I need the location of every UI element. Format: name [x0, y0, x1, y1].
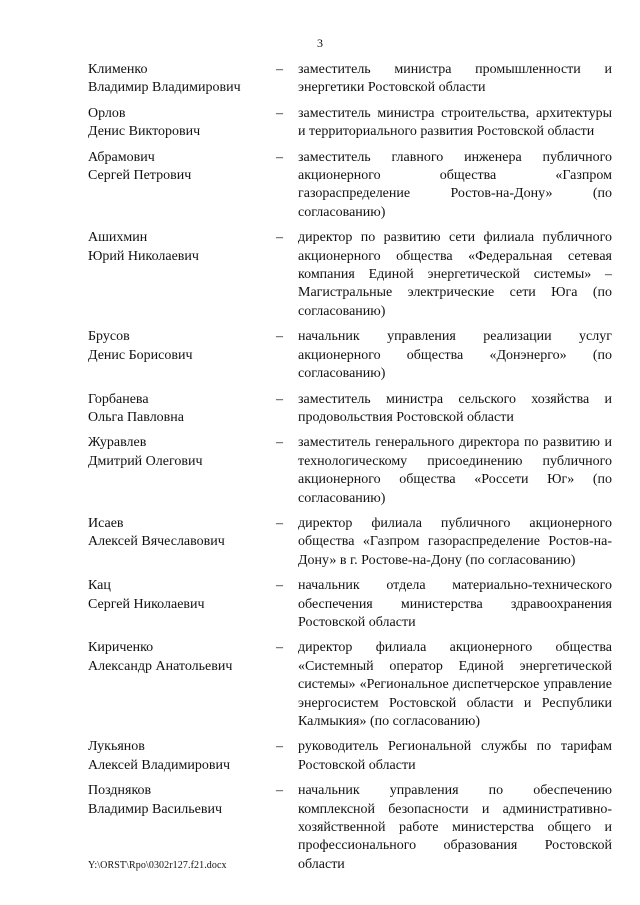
dash-separator: –	[276, 515, 283, 531]
member-entry	[88, 61, 612, 98]
dash-separator: –	[276, 230, 283, 246]
member-position: заместитель главного инженера публичного акционерного общества «Газпром газораспределение Ростов-на-Дону» (по согласованию)	[298, 149, 612, 220]
member-position: заместитель министра промышленности и энергетики Ростовской области	[298, 62, 612, 96]
member-first-name: Юрий Николаевич	[88, 248, 199, 264]
member-last-name: Абрамович	[88, 149, 155, 165]
member-first-name: Сергей Петрович	[88, 168, 192, 184]
member-last-name: Исаев	[88, 515, 124, 531]
dash-separator: –	[276, 640, 283, 656]
member-position: начальник управления по обеспечению комплексной безопасности и административно-хозяйственной работе министерства общего и профессионального образования Ростовской области	[298, 783, 612, 872]
member-entry	[88, 639, 612, 731]
member-name	[88, 328, 276, 383]
member-position: директор филиала акционерного общества «Системный оператор Единой энергетической системы» «Региональное диспетчерское управление энергосистем Ростовской области и Республики Калмыкия» (по согласованию)	[298, 640, 612, 729]
page-number: 3	[317, 36, 323, 50]
dash-separator: –	[276, 578, 283, 594]
member-entry	[88, 229, 612, 321]
member-name	[88, 738, 276, 775]
member-name	[88, 391, 276, 428]
member-last-name: Клименко	[88, 62, 148, 77]
member-entry	[88, 515, 612, 570]
member-name	[88, 639, 276, 731]
member-name	[88, 61, 276, 98]
member-entry	[88, 738, 612, 775]
member-position: директор филиала публичного акционерного общества «Газпром газораспределение Ростов-на-Дону» в г. Ростове-на-Дону (по согласованию)	[298, 515, 612, 568]
member-first-name: Ольга Павловна	[88, 409, 184, 425]
member-name	[88, 229, 276, 321]
member-first-name: Сергей Николаевич	[88, 596, 205, 612]
member-position: начальник управления реализации услуг акционерного общества «Донэнерго» (по согласованию)	[298, 329, 612, 382]
member-first-name: Владимир Васильевич	[88, 801, 222, 817]
member-entry	[88, 434, 612, 508]
dash-separator: –	[276, 149, 283, 165]
member-entry	[88, 149, 612, 223]
dash-separator: –	[276, 435, 283, 451]
member-position: заместитель генерального директора по развитию и технологическому присоединению публичного акционерного общества «Россети Юг» (по согласованию)	[298, 435, 612, 506]
dash-separator: –	[276, 391, 283, 407]
member-position: директор по развитию сети филиала публичного акционерного общества «Федеральная сетевая компания Единой энергетической системы» – Магистральные электрические сети Юга (по согласованию)	[298, 230, 612, 319]
member-position: заместитель министра сельского хозяйства и продовольствия Ростовской области	[298, 391, 612, 425]
member-last-name: Кириченко	[88, 640, 154, 656]
member-last-name: Лукьянов	[88, 739, 145, 755]
dash-separator: –	[276, 739, 283, 755]
member-entry	[88, 328, 612, 383]
member-last-name: Поздняков	[88, 783, 152, 799]
member-name	[88, 434, 276, 508]
member-entry	[88, 391, 612, 428]
member-last-name: Ашихмин	[88, 230, 148, 246]
member-last-name: Орлов	[88, 105, 126, 121]
dash-separator: –	[276, 62, 283, 77]
member-first-name: Алексей Вячеславович	[88, 534, 225, 550]
member-last-name: Брусов	[88, 329, 130, 345]
member-position: заместитель министра строительства, архитектуры и территориального развития Ростовской области	[298, 105, 612, 140]
commission-member-list	[88, 61, 612, 874]
dash-separator: –	[276, 329, 283, 345]
member-name	[88, 515, 276, 570]
member-name	[88, 577, 276, 632]
file-path-footer: Y:\ORST\Rpo\0302r127.f21.docx	[88, 860, 227, 871]
member-last-name: Журавлев	[88, 435, 147, 451]
member-first-name: Дмитрий Олегович	[88, 453, 203, 469]
member-last-name: Кац	[88, 578, 111, 594]
member-first-name: Денис Борисович	[88, 347, 193, 363]
member-first-name: Денис Викторович	[88, 124, 201, 140]
member-first-name: Владимир Владимирович	[88, 80, 241, 96]
member-entry	[88, 577, 612, 632]
member-first-name: Александр Анатольевич	[88, 658, 233, 674]
member-name	[88, 149, 276, 223]
member-position: руководитель Региональной службы по тарифам Ростовской области	[298, 739, 612, 773]
member-entry	[88, 105, 612, 142]
member-position: начальник отдела материально-технического обеспечения министерства здравоохранения Ростовской области	[298, 578, 612, 630]
member-last-name: Горбанева	[88, 391, 149, 407]
member-first-name: Алексей Владимирович	[88, 757, 231, 773]
member-name	[88, 105, 276, 142]
dash-separator: –	[276, 783, 283, 799]
dash-separator: –	[276, 105, 283, 121]
